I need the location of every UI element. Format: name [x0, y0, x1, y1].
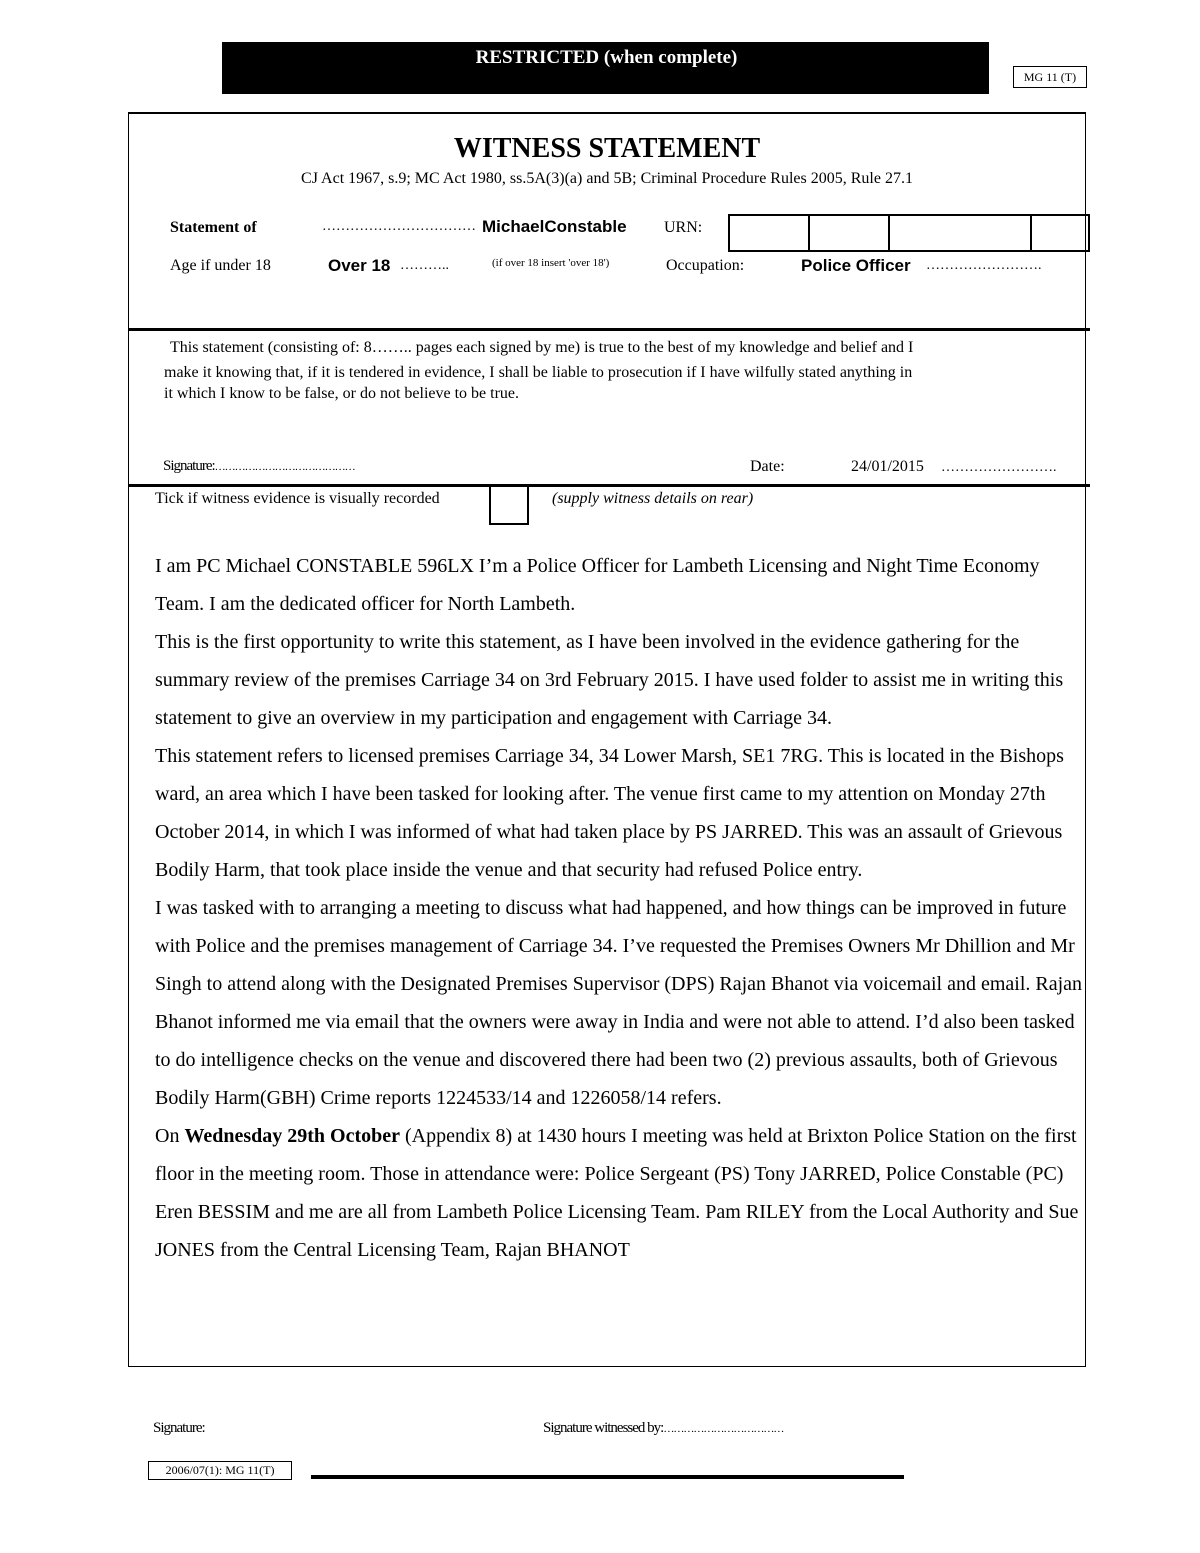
paragraph-5 — [155, 1117, 1090, 1269]
footer-rule — [311, 1475, 904, 1479]
paragraph-4: I was tasked with to arranging a meeting to discuss what had happened, and how things can be improved in future with Police and the premises management of Carriage 34. I’ve requested the Premises Owners Mr Dhillion and Mr Singh to attend along with the Designated Premises Supervisor (DPS) Rajan Bhanot via voicemail and email. Rajan Bhanot informed me via email that the owners were away in India and were not able to attend. I’d also been tasked to do intelligence checks on the venue and discovered there had been two (2) previous assaults, both of Grievous Bodily Harm(GBH) Crime reports 1224533/14 and 1226058/14 refers. — [155, 897, 1083, 1109]
declaration-line-2: make it knowing that, if it is tendered in evidence, I shall be liable to prosecution if I have wilfully stated anything in — [164, 364, 913, 381]
urn-box-2[interactable] — [808, 214, 890, 252]
declaration-text — [164, 335, 1064, 406]
visually-recorded-checkbox[interactable] — [489, 487, 529, 525]
signature-line[interactable] — [163, 458, 355, 475]
paragraph-5-start: On — [155, 1125, 185, 1147]
form-code-badge: MG 11 (T) — [1013, 66, 1087, 88]
age-dots: ……….. — [400, 258, 449, 273]
urn-box-4[interactable] — [1030, 214, 1090, 252]
witness-name-field[interactable]: MichaelConstable — [482, 217, 627, 236]
tick-label: Tick if witness evidence is visually recorded — [155, 490, 440, 507]
age-field[interactable]: Over 18 — [328, 256, 391, 275]
banner-text: RESTRICTED (when complete) — [475, 47, 738, 68]
legal-acts: CJ Act 1967, s.9; MC Act 1980, ss.5A(3)(a) and 5B; Criminal Procedure Rules 2005, Rule 27.1 — [301, 170, 913, 187]
statement-of-dots: …………………………… — [322, 219, 476, 234]
urn-box-1[interactable] — [728, 214, 810, 252]
form-version-badge: 2006/07(1): MG 11(T) — [148, 1461, 292, 1480]
divider-2 — [128, 484, 1090, 487]
meeting-date: Wednesday 29th October — [184, 1125, 401, 1147]
urn-box-3[interactable] — [888, 214, 1032, 252]
tick-hint: (supply witness details on rear) — [552, 490, 754, 507]
form-title: WITNESS STATEMENT — [453, 133, 761, 164]
urn-label: URN: — [664, 219, 703, 236]
statement-body — [155, 547, 1090, 1269]
declaration-line-1: This statement (consisting of: 8…….. pages each signed by me) is true to the best of my knowledge and belief and I — [170, 339, 914, 356]
declaration-line-3: it which I know to be false, or do not believe to be true. — [164, 385, 520, 402]
paragraph-1: I am PC Michael CONSTABLE 596LX I’m a Police Officer for Lambeth Licensing and Night Time Economy Team. I am the dedicated officer for North Lambeth. — [155, 555, 1040, 615]
age-hint: (if over 18 insert 'over 18') — [492, 257, 610, 269]
occupation-field[interactable]: Police Officer — [801, 256, 911, 275]
urn-boxes[interactable] — [728, 214, 1090, 252]
age-label: Age if under 18 — [170, 257, 271, 274]
paragraph-2: This is the first opportunity to write this statement, as I have been involved in the evidence gathering for the summary review of the premises Carriage 34 on 3rd February 2015. I have used folder to assist me in writing this statement to give an overview in my participation and engagement with Carriage 34. — [155, 631, 1064, 729]
footer-signature-label[interactable]: Signature: — [153, 1420, 205, 1436]
date-label: Date: — [750, 458, 785, 475]
signature-label: Signature: — [163, 458, 215, 474]
paragraph-3: This statement refers to licensed premises Carriage 34, 34 Lower Marsh, SE1 7RG. This is located in the Bishops ward, an area which I have been tasked for looking after. The venue first came to my attention on Monday 27th October 2014, in which I was informed of what had taken place by PS JARRED. This was an assault of Grievous Bodily Harm, that took place inside the venue and that security had refused Police entry. — [155, 745, 1064, 881]
date-field[interactable]: 24/01/2015 — [851, 458, 924, 475]
occupation-dots: ……………………. — [926, 258, 1042, 273]
date-dots: ……………………. — [941, 460, 1057, 475]
footer-witnessed-dots: ……………………………… — [663, 1423, 784, 1435]
footer-witnessed-label: Signature witnessed by: — [543, 1420, 664, 1436]
divider-1 — [128, 328, 1090, 331]
signature-dots: …………………………………… — [214, 461, 355, 473]
statement-of-label: Statement of — [170, 219, 257, 236]
footer-witnessed-line[interactable] — [543, 1420, 783, 1437]
paragraph-5-rest: (Appendix 8) at 1430 hours I meeting was held at Brixton Police Station on the first floor in the meeting room. Those in attendance were: Police Sergeant (PS) Tony JARRED, Police Constable (PC) Eren BESSIM and me are all from Lambeth Police Licensing Team. Pam RILEY from the Local Authority and Sue JONES from the Central Licensing Team, Rajan BHANOT — [155, 1125, 1079, 1261]
occupation-label: Occupation: — [666, 257, 745, 274]
restricted-banner — [222, 42, 989, 94]
